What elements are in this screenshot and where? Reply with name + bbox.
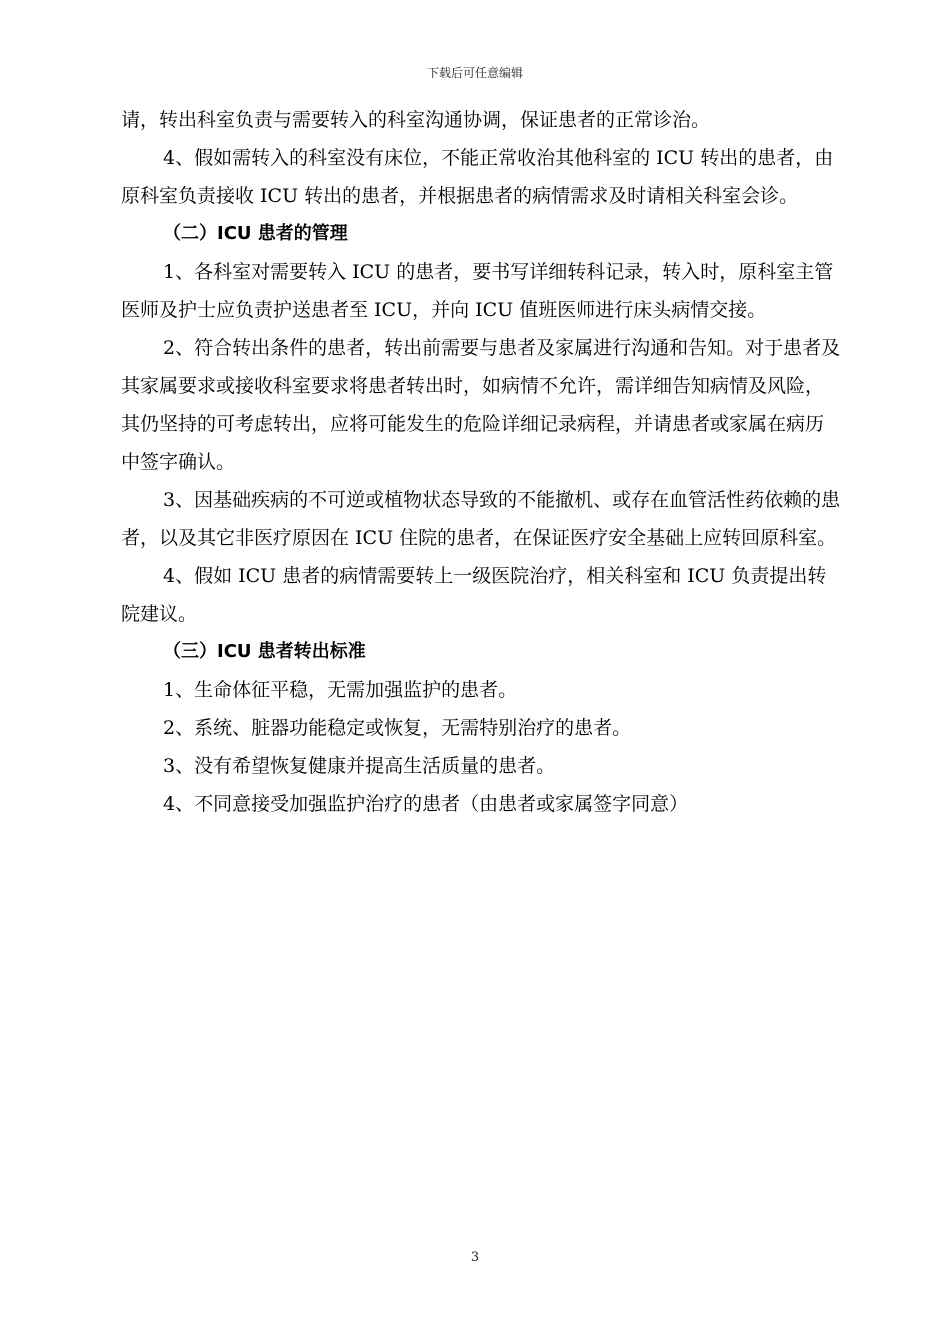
criteria-item-4: 4、不同意接受加强监护治疗的患者（由患者或家属签字同意） xyxy=(163,793,689,815)
criteria-item-3: 3、没有希望恢复健康并提高生活质量的患者。 xyxy=(163,755,556,777)
criteria-item-1: 1、生命体征平稳，无需加强监护的患者。 xyxy=(163,679,518,701)
paragraph-item-4-hospital-transfer: 4、假如 ICU 患者的病情需要转上一级医院治疗，相关科室和 ICU 负责提出转院建议。 xyxy=(121,565,827,625)
page-header: 下载后可任意编辑 xyxy=(426,66,523,80)
section-heading-transfer-criteria: （三）ICU 患者转出标准 xyxy=(163,641,366,662)
document-body xyxy=(121,101,841,823)
paragraph-item-3-return-department: 3、因基础疾病的不可逆或植物状态导致的不能撤机、或存在血管活性药依赖的患者，以及其它非医疗原因在 ICU 住院的患者，在保证医疗安全基础上应转回原科室。 xyxy=(121,489,841,549)
paragraph-item-4-transfer-bed: 4、假如需转入的科室没有床位，不能正常收治其他科室的 ICU 转出的患者，由原科室负责接收 ICU 转出的患者，并根据患者的病情需求及时请相关科室会诊。 xyxy=(121,147,834,207)
page-number: 3 xyxy=(470,1250,480,1265)
paragraph-item-2-transfer-communication: 2、符合转出条件的患者，转出前需要与患者及家属进行沟通和告知。对于患者及其家属要求或接收科室要求将患者转出时，如病情不允许，需详细告知病情及风险，其仍坚持的可考虑转出，应将可能发生的危险详细记录病程，并请患者或家属在病历中签字确认。 xyxy=(121,337,841,473)
paragraph-item-1-transfer-record: 1、各科室对需要转入 ICU 的患者，要书写详细转科记录，转入时，原科室主管医师及护士应负责护送患者至 ICU，并向 ICU 值班医师进行床头病情交接。 xyxy=(121,261,834,321)
paragraph-continuation: 请，转出科室负责与需要转入的科室沟通协调，保证患者的正常诊治。 xyxy=(121,109,711,131)
criteria-item-2: 2、系统、脏器功能稳定或恢复，无需特别治疗的患者。 xyxy=(163,717,632,739)
section-heading-icu-management: （二）ICU 患者的管理 xyxy=(163,223,348,244)
